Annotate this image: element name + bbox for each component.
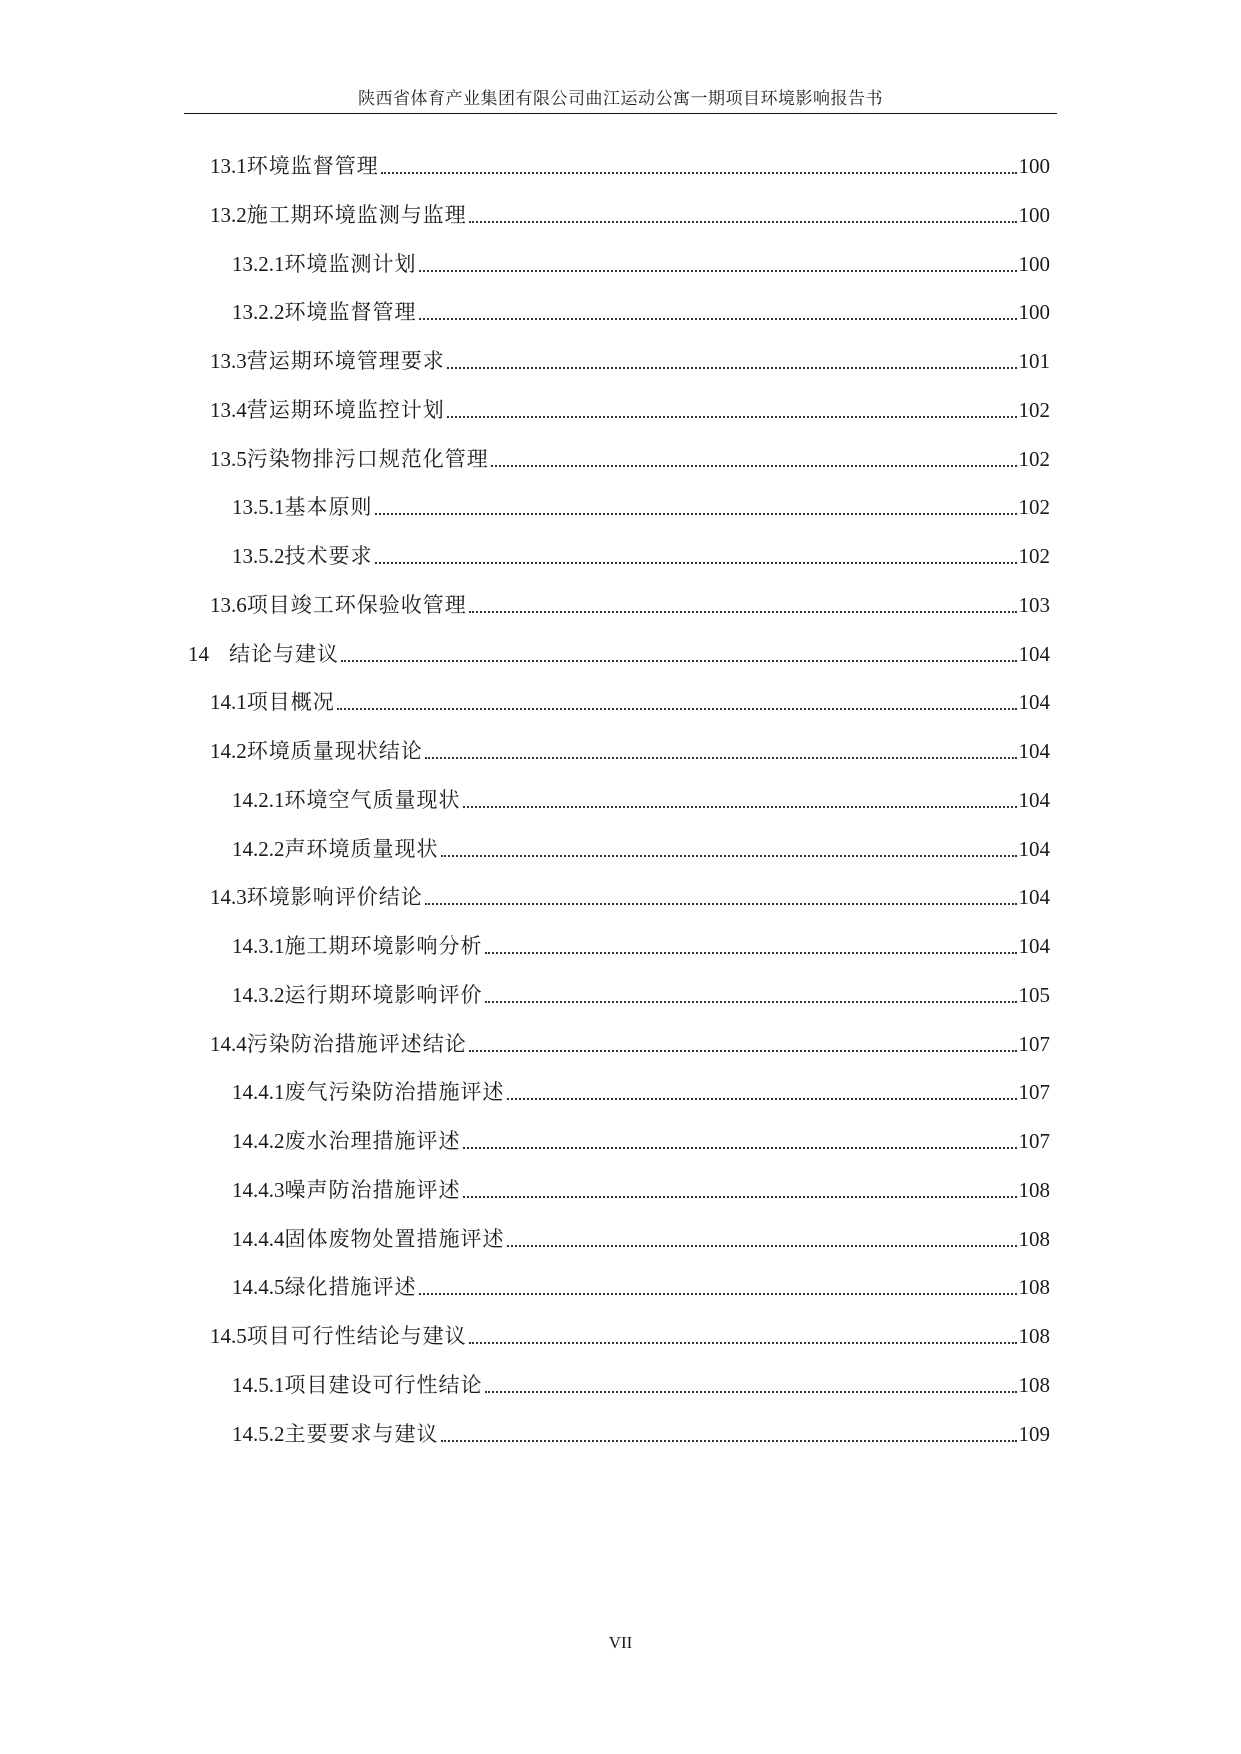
toc-dot-leader	[419, 1293, 1017, 1295]
toc-entry-number: 14.3.1	[232, 934, 285, 958]
toc-dot-leader	[463, 806, 1017, 808]
toc-entry-number: 13.6	[210, 592, 247, 617]
toc-entry-number: 14.2.1	[232, 787, 285, 812]
toc-entry-page: 100	[1018, 251, 1050, 276]
toc-entry-title: 固体废物处置措施评述	[284, 1226, 505, 1251]
toc-entry-title: 项目建设可行性结论	[284, 1372, 483, 1397]
toc-dot-leader	[491, 465, 1017, 467]
toc-entry-page: 105	[1018, 982, 1050, 1007]
toc-dot-leader	[463, 1196, 1017, 1198]
toc-dot-leader	[425, 903, 1017, 905]
toc-entry-page: 108	[1018, 1372, 1050, 1397]
toc-entry-number: 13.5.2	[232, 544, 285, 568]
toc-dot-leader	[341, 660, 1017, 662]
toc-entry-page: 104	[1018, 690, 1050, 715]
toc-entry[interactable]	[232, 249, 1050, 279]
toc-entry-page: 100	[1018, 154, 1050, 178]
toc-entry-title: 项目概况	[246, 690, 335, 715]
toc-entry-title: 项目竣工环保验收管理	[246, 592, 467, 617]
toc-entry[interactable]	[232, 1077, 1050, 1107]
toc-dot-leader	[447, 416, 1017, 418]
toc-entry-title: 环境影响评价结论	[246, 885, 423, 910]
toc-entry-title: 营运期环境管理要求	[246, 349, 445, 373]
toc-dot-leader	[485, 952, 1017, 954]
toc-entry-number: 14.4.4	[232, 1226, 285, 1251]
toc-entry-number: 14.1	[210, 690, 247, 715]
toc-entry-title: 结论与建议	[229, 641, 339, 666]
toc-entry-number: 14.5.2	[232, 1421, 285, 1446]
toc-entry-page: 102	[1018, 544, 1050, 568]
toc-dot-leader	[485, 1391, 1017, 1393]
toc-entry-number: 14.4.5	[232, 1275, 285, 1300]
toc-entry[interactable]	[210, 200, 1050, 230]
toc-dot-leader	[469, 1342, 1017, 1344]
toc-entry[interactable]	[232, 1370, 1050, 1400]
toc-entry-page: 100	[1018, 300, 1050, 325]
toc-entry-title: 运行期环境影响评价	[284, 982, 483, 1007]
toc-entry-number: 13.2.2	[232, 300, 285, 325]
toc-entry-page: 104	[1018, 641, 1050, 666]
toc-entry-title: 环境质量现状结论	[246, 739, 423, 763]
toc-entry-page: 107	[1018, 1080, 1050, 1105]
toc-entry-number: 14.2.2	[232, 836, 285, 861]
toc-entry-number: 14.5	[210, 1324, 247, 1348]
toc-entry[interactable]	[210, 395, 1050, 425]
toc-entry-page: 104	[1018, 787, 1050, 812]
toc-entry[interactable]	[210, 1321, 1050, 1351]
toc-dot-leader	[447, 367, 1017, 369]
toc-entry[interactable]	[232, 1419, 1050, 1449]
toc-entry[interactable]	[232, 785, 1050, 815]
toc-entry-page: 107	[1018, 1031, 1050, 1056]
toc-dot-leader	[463, 1147, 1017, 1149]
toc-entry-number: 13.2	[210, 202, 247, 227]
toc-entry-title: 环境空气质量现状	[284, 787, 461, 812]
toc-entry[interactable]	[232, 541, 1050, 571]
toc-entry-number: 14.3	[210, 885, 247, 910]
toc-dot-leader	[469, 1050, 1017, 1052]
toc-entry[interactable]	[232, 297, 1050, 327]
toc-entry-page: 104	[1018, 934, 1050, 958]
toc-entry-page: 108	[1018, 1177, 1050, 1202]
toc-entry-page: 104	[1018, 739, 1050, 763]
toc-entry-title: 声环境质量现状	[284, 836, 439, 861]
toc-entry[interactable]	[232, 1224, 1050, 1254]
toc-entry-title: 项目可行性结论与建议	[246, 1324, 467, 1348]
toc-entry-title: 技术要求	[284, 544, 373, 568]
toc-entry-title: 噪声防治措施评述	[284, 1177, 461, 1202]
toc-entry[interactable]	[210, 346, 1050, 376]
toc-entry[interactable]	[232, 980, 1050, 1010]
toc-entry[interactable]	[188, 639, 1050, 669]
toc-entry[interactable]	[210, 1029, 1050, 1059]
toc-entry-number: 13.1	[210, 154, 247, 178]
toc-entry-page: 104	[1018, 885, 1050, 910]
toc-entry[interactable]	[210, 882, 1050, 912]
toc-entry[interactable]	[232, 492, 1050, 522]
toc-dot-leader	[381, 172, 1017, 174]
toc-entry[interactable]	[232, 1175, 1050, 1205]
toc-entry-number: 14.4	[210, 1031, 247, 1056]
toc-entry-number: 13.5.1	[232, 495, 285, 520]
toc-dot-leader	[469, 611, 1017, 613]
toc-entry-number: 14.2	[210, 739, 247, 763]
toc-entry[interactable]	[232, 931, 1050, 961]
toc-dot-leader	[507, 1245, 1017, 1247]
toc-dot-leader	[441, 1440, 1017, 1442]
toc-entry-title: 环境监督管理	[284, 300, 417, 325]
toc-dot-leader	[441, 855, 1017, 857]
page-number: VII	[608, 1633, 633, 1652]
toc-entry-page: 108	[1018, 1324, 1050, 1348]
toc-entry-number: 13.5	[210, 446, 247, 471]
toc-entry[interactable]	[232, 1272, 1050, 1302]
toc-entry[interactable]	[210, 151, 1050, 181]
toc-entry-number: 14	[188, 641, 209, 666]
toc-dot-leader	[425, 757, 1017, 759]
toc-entry[interactable]	[210, 590, 1050, 620]
toc-dot-leader	[375, 562, 1017, 564]
toc-entry-number: 14.4.3	[232, 1177, 285, 1202]
toc-entry-number: 13.2.1	[232, 251, 285, 276]
toc-entry-title: 废水治理措施评述	[284, 1129, 461, 1153]
toc-entry[interactable]	[210, 444, 1050, 474]
toc-entry-title: 绿化措施评述	[284, 1275, 417, 1300]
toc-entry-title: 施工期环境监测与监理	[246, 202, 467, 227]
toc-entry-page: 109	[1018, 1421, 1050, 1446]
toc-entry-number: 13.3	[210, 349, 247, 373]
toc-entry-title: 施工期环境影响分析	[284, 934, 483, 958]
toc-entry-page: 102	[1018, 446, 1050, 471]
toc-entry-page: 102	[1018, 495, 1050, 520]
toc-entry-number: 13.4	[210, 397, 247, 422]
toc-entry[interactable]	[232, 834, 1050, 864]
toc-entry-number: 14.4.2	[232, 1129, 285, 1153]
toc-dot-leader	[419, 270, 1017, 272]
toc-entry[interactable]	[232, 1126, 1050, 1156]
toc-entry-page: 101	[1018, 349, 1050, 373]
toc-entry[interactable]	[210, 736, 1050, 766]
toc-entry-page: 108	[1018, 1226, 1050, 1251]
toc-entry-page: 100	[1018, 202, 1050, 227]
toc-entry-title: 污染物排污口规范化管理	[246, 446, 489, 471]
toc-entry-page: 103	[1018, 592, 1050, 617]
toc-entry[interactable]	[210, 687, 1050, 717]
toc-entry-title: 主要要求与建议	[284, 1421, 439, 1446]
header-rule	[184, 113, 1057, 114]
toc-entry-number: 14.5.1	[232, 1372, 285, 1397]
toc-entry-title: 环境监督管理	[246, 154, 379, 178]
toc-entry-title: 基本原则	[284, 495, 373, 520]
toc-entry-number: 14.4.1	[232, 1080, 285, 1105]
toc-entry-title: 环境监测计划	[284, 251, 417, 276]
toc-entry-page: 102	[1018, 397, 1050, 422]
toc-dot-leader	[507, 1098, 1017, 1100]
toc-entry-page: 107	[1018, 1129, 1050, 1153]
toc-dot-leader	[419, 318, 1017, 320]
toc-entry-page: 104	[1018, 836, 1050, 861]
toc-dot-leader	[375, 513, 1017, 515]
toc-dot-leader	[337, 708, 1017, 710]
toc-dot-leader	[485, 1001, 1017, 1003]
toc-entry-title: 污染防治措施评述结论	[246, 1031, 467, 1056]
toc-entry-title: 废气污染防治措施评述	[284, 1080, 505, 1105]
running-header: 陕西省体育产业集团有限公司曲江运动公寓一期项目环境影响报告书	[358, 89, 883, 109]
toc-entry-title: 营运期环境监控计划	[246, 397, 445, 422]
toc-dot-leader	[469, 221, 1017, 223]
toc-entry-number: 14.3.2	[232, 982, 285, 1007]
toc-entry-page: 108	[1018, 1275, 1050, 1300]
